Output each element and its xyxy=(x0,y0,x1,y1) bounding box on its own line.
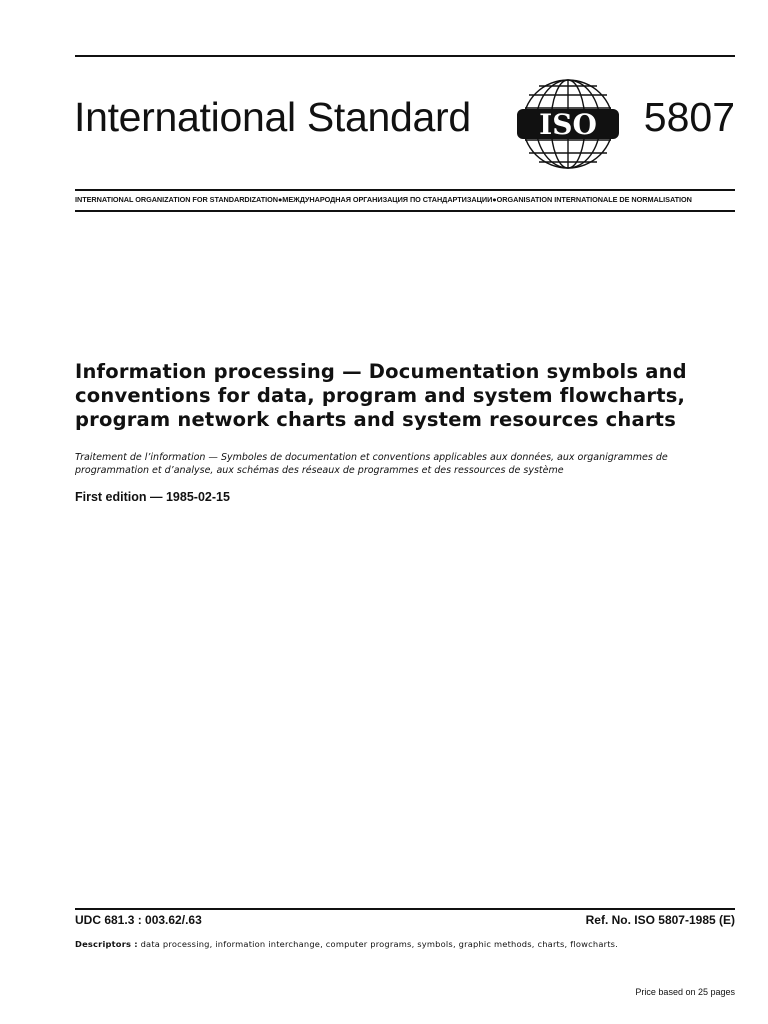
iso-globe-logo xyxy=(517,78,619,170)
top-rule xyxy=(75,55,735,57)
descriptors-list: data processing, information interchange, computer programs, symbols, graphic methods, charts, flowcharts. xyxy=(140,939,619,949)
descriptors-label: Descriptors : xyxy=(75,939,138,949)
title-line-1: Information processing — Documentation symbols and xyxy=(75,360,687,383)
price-note: Price based on 25 pages xyxy=(635,987,735,997)
french-title-line-2: programmation et d’analyse, aux schémas des réseaux de programmes et des ressources de système xyxy=(75,465,564,476)
standard-heading: International Standard xyxy=(74,94,471,140)
udc-code: UDC 681.3 : 003.62/.63 xyxy=(75,913,202,927)
document-title xyxy=(75,360,735,432)
organization-line: INTERNATIONAL ORGANIZATION FOR STANDARDIZATION●МЕЖДУНАРОДНАЯ ОРГАНИЗАЦИЯ ПО СТАНДАРТИЗАЦИИ●ORGANISATION INTERNATIONALE DE NORMALISATION xyxy=(75,195,692,204)
title-line-2: conventions for data, program and system flowcharts, xyxy=(75,384,686,407)
french-title xyxy=(75,451,735,477)
reference-number: Ref. No. ISO 5807-1985 (E) xyxy=(585,913,735,927)
french-title-line-1: Traitement de l’information — Symboles de documentation et conventions applicables aux données, aux organigrammes de xyxy=(75,452,668,463)
footer-rule xyxy=(75,908,735,910)
org-rule-bottom xyxy=(75,210,735,212)
title-line-3: program network charts and system resources charts xyxy=(75,408,676,431)
edition-date: First edition — 1985-02-15 xyxy=(75,490,230,504)
descriptors xyxy=(75,939,618,949)
iso-logo-text: ISO xyxy=(539,108,597,141)
org-rule-top xyxy=(75,189,735,191)
standard-number: 5807 xyxy=(643,94,735,140)
